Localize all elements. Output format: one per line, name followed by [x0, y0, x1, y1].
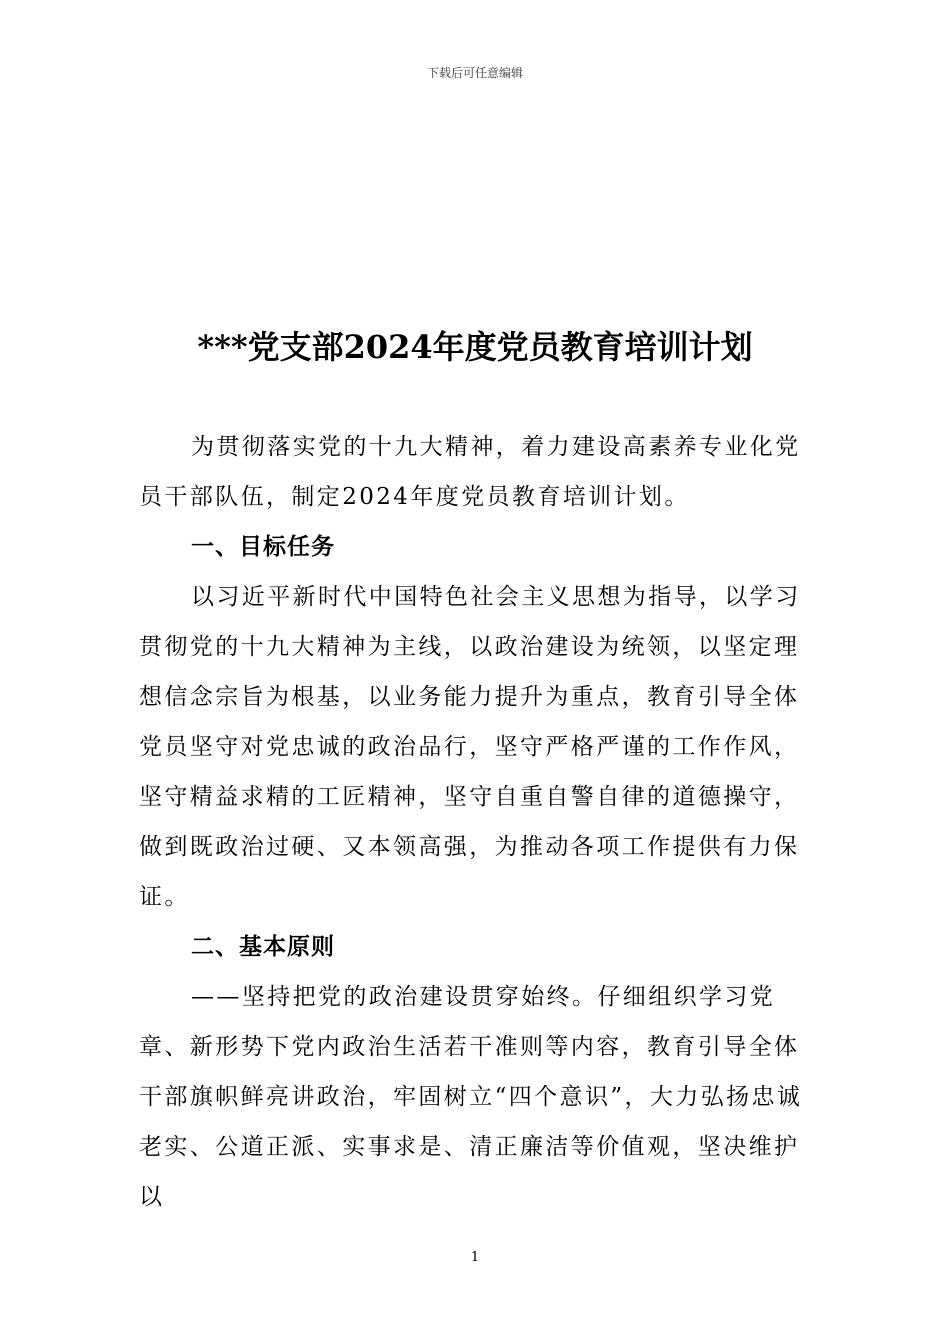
section1-heading: 一、目标任务 [191, 534, 335, 560]
section2-heading: 二、基本原则 [191, 934, 335, 960]
page-number: 1 [470, 1250, 480, 1265]
section2-paragraph: ——坚持把党的政治建设贯穿始终。仔细组织学习党章、新形势下党内政治生活若干准则等内容，教育引导全体干部旗帜鲜亮讲政治，牢固树立“四个意识”，大力弘扬忠诚老实、公道正派、实事求是、清正廉洁等价值观，坚决维护以 [139, 984, 803, 1210]
section1-paragraph: 以习近平新时代中国特色社会主义思想为指导，以学习贯彻党的十九大精神为主线，以政治建设为统领，以坚定理想信念宗旨为根基，以业务能力提升为重点，教育引导全体党员坚守对党忠诚的政治品行，坚守严格严谨的工作作风，坚守精益求精的工匠精神，坚守自重自警自律的道德操守，做到既政治过硬、又本领高强，为推动各项工作提供有力保证。 [139, 584, 801, 910]
intro-paragraph: 为贯彻落实党的十九大精神，着力建设高素养专业化党员干部队伍，制定2024年度党员教育培训计划。 [139, 434, 801, 510]
header-note: 下载后可任意编辑 [426, 66, 523, 80]
document-title: ***党支部2024年度党员教育培训计划 [197, 328, 753, 366]
document-body [139, 422, 819, 1222]
